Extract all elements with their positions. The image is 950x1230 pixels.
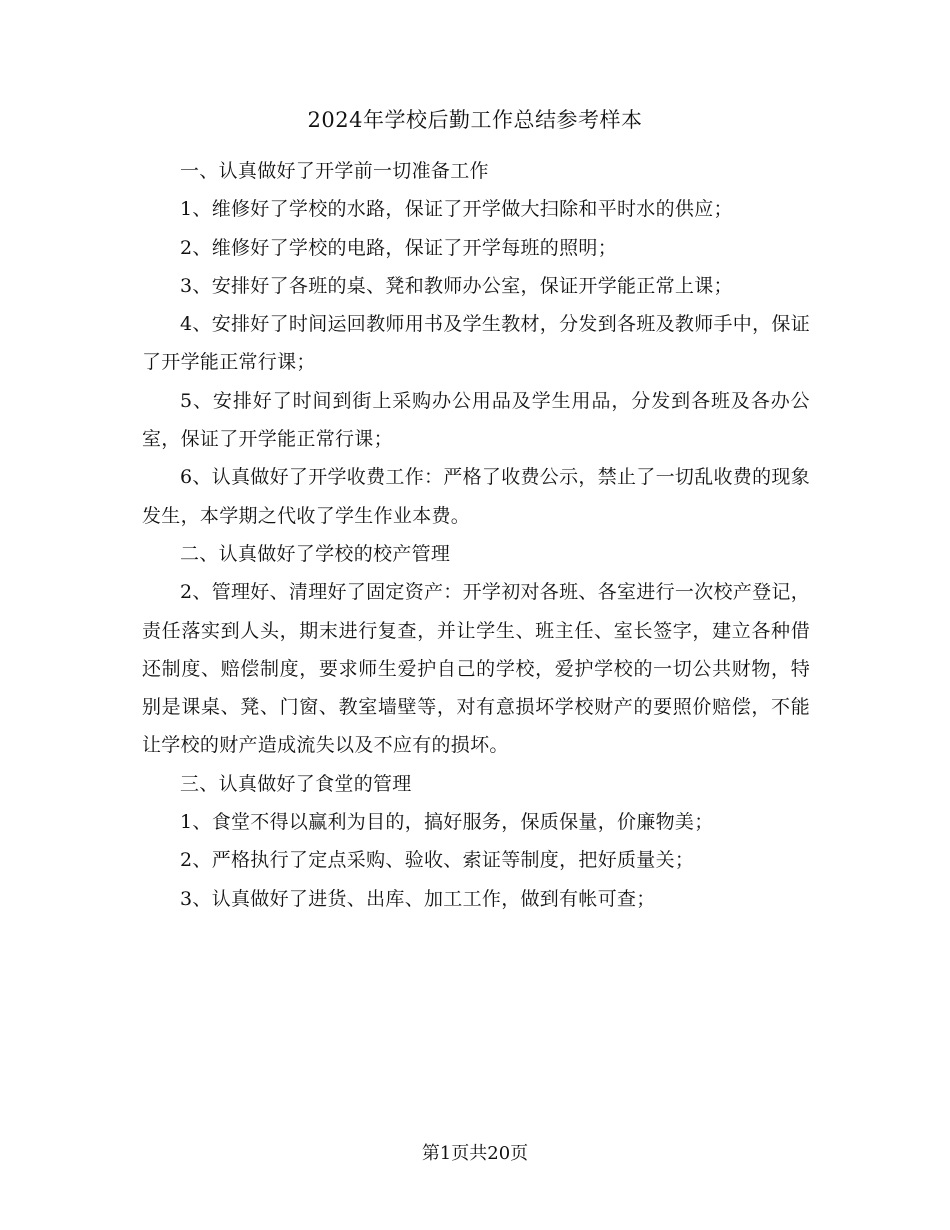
section-heading: 一、认真做好了开学前一切准备工作 [180,160,489,182]
list-item: 3、安排好了各班的桌、凳和教师办公室，保证开学能正常上课； [180,274,733,297]
list-item: 4、安排好了时间运回教师用书及学生教材，分发到各班及教师手中，保证了开学能正常行课； [142,313,810,374]
document-body [142,152,810,918]
list-item: 1、食堂不得以赢利为目的，搞好服务，保质保量，价廉物美； [180,811,714,834]
list-item: 3、认真做好了进货、出库、加工工作，做到有帐可查； [180,887,656,910]
list-item: 1、维修好了学校的水路，保证了开学做大扫除和平时水的供应； [180,198,733,221]
list-item: 2、严格执行了定点采购、验收、索证等制度，把好质量关； [180,849,695,872]
list-item: 5、安排好了时间到街上采购办公用品及学生用品，分发到各班及各办公室，保证了开学能正常行课； [142,389,810,451]
section-heading: 二、认真做好了学校的校产管理 [180,542,451,565]
list-item: 2、管理好、清理好了固定资产：开学初对各班、各室进行一次校产登记，责任落实到人头，期末进行复查，并让学生、班主任、室长签字，建立各种借还制度、赔偿制度，要求师生爱护自己的学校，爱护学校的一切公共财物，特别是课桌、凳、门窗、教室墙壁等，对有意损坏学校财产的要照价赔偿，不能让学校的财产造成流失以及不应有的损坏。 [142,581,810,757]
page-number-footer: 第1页共20页 [421,1143,529,1164]
section-heading: 三、认真做好了食堂的管理 [180,772,412,795]
document-title: 2024年学校后勤工作总结参考样本 [307,108,643,132]
list-item: 2、维修好了学校的电路，保证了开学每班的照明； [180,236,617,259]
list-item: 6、认真做好了开学收费工作：严格了收费公示，禁止了一切乱收费的现象发生，本学期之代收了学生作业本费。 [142,466,810,527]
